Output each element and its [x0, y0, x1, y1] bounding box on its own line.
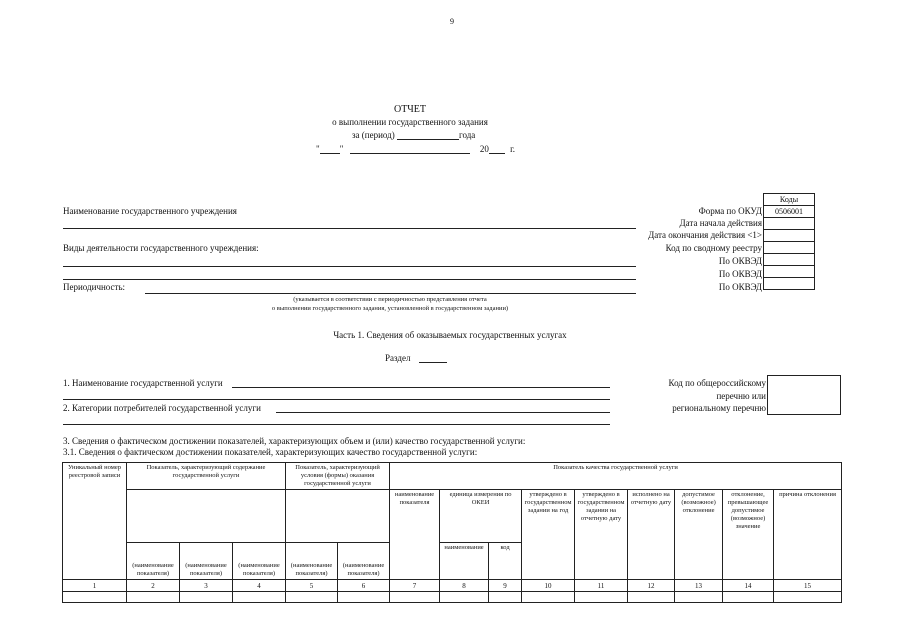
section-label-row — [385, 353, 447, 363]
data-cell[interactable] — [675, 592, 723, 603]
year-suffix: г. — [510, 144, 516, 154]
section-label: Раздел — [385, 353, 411, 363]
registry-code-label-1: Код по общероссийскому — [668, 378, 766, 388]
col-num-2: 2 — [127, 580, 180, 592]
col-num-9: 9 — [489, 580, 522, 592]
month-blank[interactable] — [350, 144, 470, 154]
col-num-7: 7 — [390, 580, 440, 592]
date-quote-close: " — [339, 144, 344, 154]
data-cell[interactable] — [575, 592, 628, 603]
registry-code-label-3: региональному перечню — [672, 403, 766, 413]
data-cell[interactable] — [723, 592, 774, 603]
th-sub-name-5: (наименование показателя) — [338, 543, 390, 580]
consumers-line[interactable] — [276, 412, 610, 413]
code-cell-okved-1[interactable] — [764, 254, 815, 266]
th-sub-name-1: (наименование показателя) — [127, 543, 180, 580]
quality-indicators-table — [62, 462, 842, 603]
th-q-unit-name: наименование — [440, 543, 489, 580]
data-cell[interactable] — [522, 592, 575, 603]
th-sub-name-4: (наименование показателя) — [286, 543, 338, 580]
okud-code: 0506001 — [764, 206, 815, 218]
code-cell-registry[interactable] — [764, 242, 815, 254]
data-cell[interactable] — [180, 592, 233, 603]
col-num-13: 13 — [675, 580, 723, 592]
period-suffix: года — [459, 130, 476, 140]
year-blank[interactable] — [489, 144, 505, 154]
th-conditions: Показатель, характеризующий условия (формы) оказания государственной услуги — [286, 463, 390, 490]
col-num-5: 5 — [286, 580, 338, 592]
activities-line-2[interactable] — [63, 279, 636, 280]
label-okved-2: По ОКВЭД — [718, 269, 762, 279]
col-num-10: 10 — [522, 580, 575, 592]
th-sub-name-2: (наименование показателя) — [180, 543, 233, 580]
consumers-line-2[interactable] — [63, 424, 610, 425]
report-date — [316, 144, 515, 154]
service-name-label: 1. Наименование государственной услуги — [63, 378, 223, 388]
th-q-approved-year: утверждено в государственном задании на год — [522, 490, 575, 580]
th-sub-name-3: (наименование показателя) — [233, 543, 286, 580]
periodicity-label: Периодичность: — [63, 282, 126, 292]
institution-line[interactable] — [63, 228, 636, 229]
th-content-spacer — [127, 490, 286, 543]
report-subtitle: о выполнении государственного задания — [332, 117, 488, 127]
registry-code-label-2: перечню или — [716, 391, 766, 401]
th-q-name: наименование показателя — [390, 490, 440, 580]
periodicity-note-2: о выполнении государственного задания, установленной в государственном задании) — [271, 305, 509, 312]
day-blank[interactable] — [320, 144, 340, 154]
label-registry: Код по сводному реестру — [665, 243, 762, 253]
code-cell-okved-2[interactable] — [764, 266, 815, 278]
periodicity-line[interactable] — [145, 293, 636, 294]
data-cell[interactable] — [127, 592, 180, 603]
data-cell[interactable] — [489, 592, 522, 603]
col-num-4: 4 — [233, 580, 286, 592]
th-q-deviation: отклонение, превышающее допустимое (возможное) значение — [723, 490, 774, 580]
data-cell[interactable] — [63, 592, 127, 603]
data-cell[interactable] — [628, 592, 675, 603]
col-num-1: 1 — [63, 580, 127, 592]
label-okud: Форма по ОКУД — [698, 206, 762, 216]
codes-header: Коды — [764, 194, 815, 206]
service-name-line-2[interactable] — [63, 399, 610, 400]
section-blank[interactable] — [419, 353, 447, 363]
code-cell-end-date[interactable] — [764, 230, 815, 242]
codes-table — [763, 193, 815, 290]
item-3: 3. Сведения о фактическом достижении показателей, характеризующих объем и (или) качество государственной услуги: — [63, 436, 526, 446]
data-cell[interactable] — [390, 592, 440, 603]
label-okved-1: По ОКВЭД — [718, 256, 762, 266]
period-prefix: за (период) — [352, 130, 395, 140]
consumers-label: 2. Категории потребителей государственной услуги — [63, 403, 261, 413]
label-start-date: Дата начала действия — [679, 218, 762, 228]
th-q-allowed: допустимое (возможное) отклонение — [675, 490, 723, 580]
date-quote-open: " — [316, 144, 320, 154]
th-quality: Показатель качества государственной услуги — [390, 463, 842, 490]
data-cell[interactable] — [233, 592, 286, 603]
code-cell-start-date[interactable] — [764, 218, 815, 230]
periodicity-note-1: (указывается в соответствии с периодичностью представления отчета — [293, 296, 487, 303]
th-q-executed: исполнено на отчетную дату — [628, 490, 675, 580]
data-cell[interactable] — [774, 592, 842, 603]
col-num-6: 6 — [338, 580, 390, 592]
activities-line-1[interactable] — [63, 266, 636, 267]
col-num-15: 15 — [774, 580, 842, 592]
th-q-approved-date: утверждено в государственном задании на отчетную дату — [575, 490, 628, 580]
label-end-date: Дата окончания действия <1> — [648, 230, 762, 240]
th-q-unit: единица измерения по ОКЕИ — [440, 490, 522, 543]
part-title: Часть 1. Сведения об оказываемых государственных услугах — [333, 330, 567, 340]
col-num-3: 3 — [180, 580, 233, 592]
report-period — [352, 130, 475, 140]
code-cell-okved-3[interactable] — [764, 278, 815, 290]
col-num-8: 8 — [440, 580, 489, 592]
th-content: Показатель, характеризующий содержание государственной услуги — [127, 463, 286, 490]
col-num-12: 12 — [628, 580, 675, 592]
th-registry: Уникальный номер реестровой записи — [63, 463, 127, 580]
institution-label: Наименование государственного учреждения — [63, 206, 237, 216]
report-title: ОТЧЕТ — [393, 104, 427, 115]
registry-code-box[interactable] — [767, 375, 841, 415]
item-3-1: 3.1. Сведения о фактическом достижении показателей, характеризующих качество государственной услуги: — [63, 447, 478, 457]
activities-label: Виды деятельности государственного учреждения: — [63, 243, 259, 253]
data-cell[interactable] — [286, 592, 338, 603]
year-prefix: 20 — [479, 144, 489, 154]
page-number: 9 — [450, 17, 454, 26]
data-cell[interactable] — [338, 592, 390, 603]
data-cell[interactable] — [440, 592, 489, 603]
th-q-unit-code: код — [489, 543, 522, 580]
col-num-11: 11 — [575, 580, 628, 592]
col-num-14: 14 — [723, 580, 774, 592]
th-q-reason: причина отклонения — [774, 490, 842, 580]
label-okved-3: По ОКВЭД — [718, 282, 762, 292]
th-conditions-spacer — [286, 490, 390, 543]
service-name-line[interactable] — [232, 387, 610, 388]
period-blank[interactable] — [397, 130, 459, 140]
